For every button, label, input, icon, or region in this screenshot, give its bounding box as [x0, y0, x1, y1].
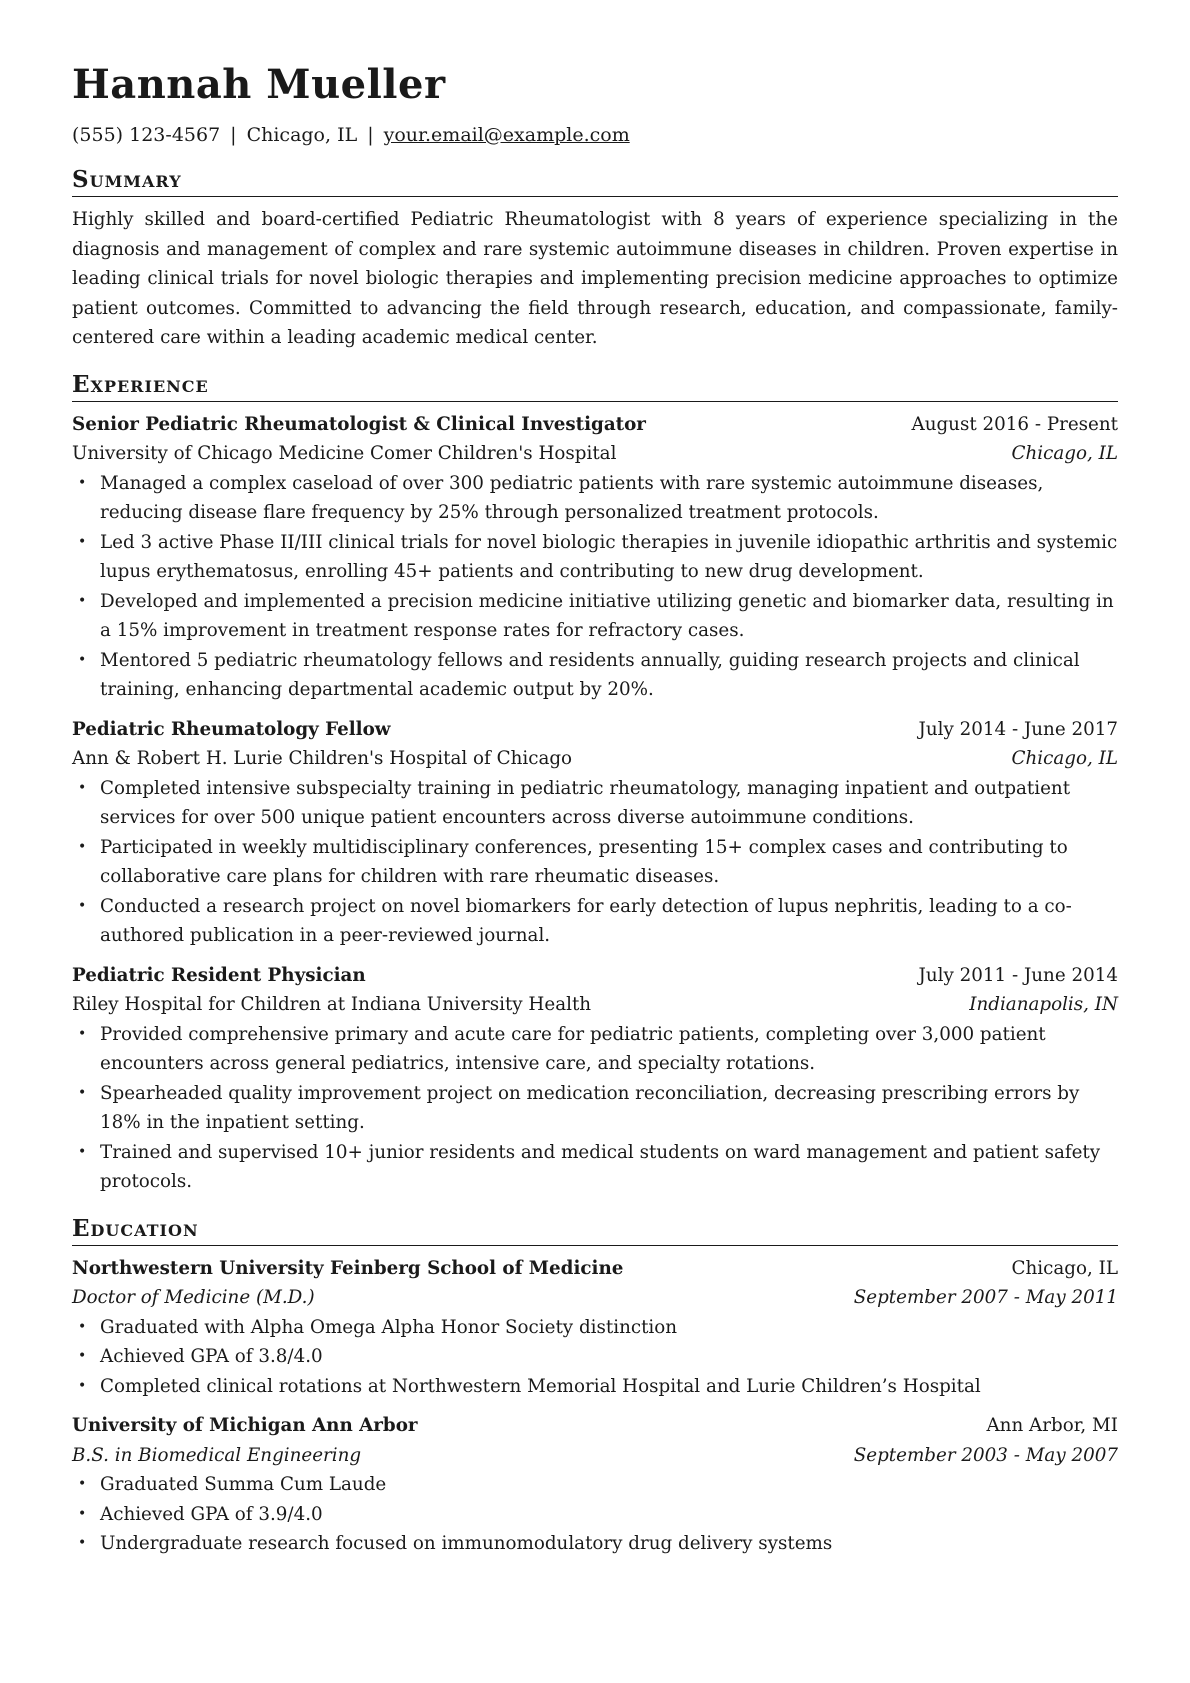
school-location: Chicago, IL [1011, 1257, 1118, 1279]
job-entry [72, 961, 1118, 1197]
contact-line [72, 122, 1118, 148]
phone: (555) 123-4567 [72, 124, 221, 146]
separator: | [367, 124, 374, 146]
education-header [72, 1411, 1118, 1441]
job-dates: July 2011 - June 2014 [918, 964, 1118, 986]
job-location: Indianapolis, IN [969, 994, 1118, 1015]
job-entry [72, 410, 1118, 705]
job-role: Pediatric Resident Physician [72, 964, 366, 986]
job-role: Senior Pediatric Rheumatologist & Clinical Investigator [72, 413, 646, 435]
education-entry [72, 1254, 1118, 1402]
list-item: • Trained and supervised 10+ junior residents and medical students on ward management and patient safety protocols. [72, 1138, 1118, 1197]
list-item: • Provided comprehensive primary and acute care for pediatric patients, completing over 3,000 patient encounters across general pediatrics, intensive care, and specialty rotations. [72, 1020, 1118, 1079]
job-location: Chicago, IL [1011, 748, 1118, 769]
job-entry [72, 715, 1118, 951]
job-org: Ann & Robert H. Lurie Children's Hospital of Chicago [72, 748, 573, 769]
email-link[interactable]: your.email@example.com [383, 124, 630, 146]
school-location: Ann Arbor, MI [986, 1415, 1118, 1436]
education-dates: September 2003 - May 2007 [853, 1444, 1118, 1466]
list-item: • Achieved GPA of 3.8/4.0 [72, 1342, 1118, 1372]
list-item: • Graduated with Alpha Omega Alpha Honor Society distinction [72, 1313, 1118, 1343]
separator: | [230, 124, 237, 146]
job-header [72, 410, 1118, 440]
job-dates: July 2014 - June 2017 [918, 718, 1118, 740]
list-item: • Graduated Summa Cum Laude [72, 1470, 1118, 1500]
list-item: • Spearheaded quality improvement project on medication reconciliation, decreasing prescribing errors by 18% in the inpatient setting. [72, 1079, 1118, 1138]
list-item: • Participated in weekly multidisciplinary conferences, presenting 15+ complex cases and contributing to collaborative care plans for children with rare rheumatic diseases. [72, 833, 1118, 892]
education-heading: Education [72, 1215, 1118, 1246]
job-subheader [72, 439, 1118, 469]
list-item: • Led 3 active Phase II/III clinical trials for novel biologic therapies in juvenile idiopathic arthritis and systemic lupus erythematosus, enrolling 45+ patients and contributing to new drug development. [72, 528, 1118, 587]
education-entry [72, 1411, 1118, 1559]
job-header [72, 961, 1118, 991]
list-item: • Developed and implemented a precision medicine initiative utilizing genetic and biomarker data, resulting in a 15% improvement in treatment response rates for refractory cases. [72, 587, 1118, 646]
list-item: • Completed intensive subspecialty training in pediatric rheumatology, managing inpatient and outpatient services for over 500 unique patient encounters across diverse autoimmune conditions. [72, 774, 1118, 833]
job-bullets [72, 774, 1118, 951]
location: Chicago, IL [246, 124, 358, 146]
experience-heading: Experience [72, 371, 1118, 402]
job-org: University of Chicago Medicine Comer Children's Hospital [72, 443, 617, 464]
education-subheader [72, 1441, 1118, 1471]
job-header [72, 715, 1118, 745]
job-dates: August 2016 - Present [911, 413, 1118, 435]
list-item: • Mentored 5 pediatric rheumatology fellows and residents annually, guiding research projects and clinical training, enhancing departmental academic output by 20%. [72, 646, 1118, 705]
job-subheader [72, 744, 1118, 774]
list-item: • Completed clinical rotations at Northwestern Memorial Hospital and Lurie Children’s Hospital [72, 1372, 1118, 1402]
list-item: • Achieved GPA of 3.9/4.0 [72, 1500, 1118, 1530]
list-item: • Conducted a research project on novel biomarkers for early detection of lupus nephritis, leading to a co-authored publication in a peer-reviewed journal. [72, 892, 1118, 951]
summary-heading: Summary [72, 166, 1118, 197]
candidate-name: Hannah Mueller [72, 61, 446, 108]
school-name: University of Michigan Ann Arbor [72, 1415, 418, 1436]
list-item: • Undergraduate research focused on immunomodulatory drug delivery systems [72, 1529, 1118, 1559]
summary-text: Highly skilled and board-certified Pediatric Rheumatologist with 8 years of experience specializing in the diagnosis and management of complex and rare systemic autoimmune diseases in children. Proven expertise in leading clinical trials for novel biologic therapies and implementing precision medicine approaches to optimize patient outcomes. Committed to advancing the field through research, education, and compassionate, family-centered care within a leading academic medical center. [72, 209, 1118, 348]
education-dates: September 2007 - May 2011 [853, 1287, 1118, 1308]
job-bullets [72, 1020, 1118, 1197]
list-item: • Managed a complex caseload of over 300 pediatric patients with rare systemic autoimmune diseases, reducing disease flare frequency by 25% through personalized treatment protocols. [72, 469, 1118, 528]
degree: Doctor of Medicine (M.D.) [72, 1287, 315, 1308]
education-bullets [72, 1470, 1118, 1559]
degree: B.S. in Biomedical Engineering [72, 1444, 362, 1466]
job-bullets [72, 469, 1118, 705]
job-subheader [72, 990, 1118, 1020]
job-org: Riley Hospital for Children at Indiana University Health [72, 994, 592, 1015]
school-name: Northwestern University Feinberg School of Medicine [72, 1257, 624, 1279]
education-header [72, 1254, 1118, 1284]
education-subheader [72, 1283, 1118, 1313]
job-location: Chicago, IL [1011, 443, 1118, 464]
education-bullets [72, 1313, 1118, 1402]
job-role: Pediatric Rheumatology Fellow [72, 718, 391, 740]
